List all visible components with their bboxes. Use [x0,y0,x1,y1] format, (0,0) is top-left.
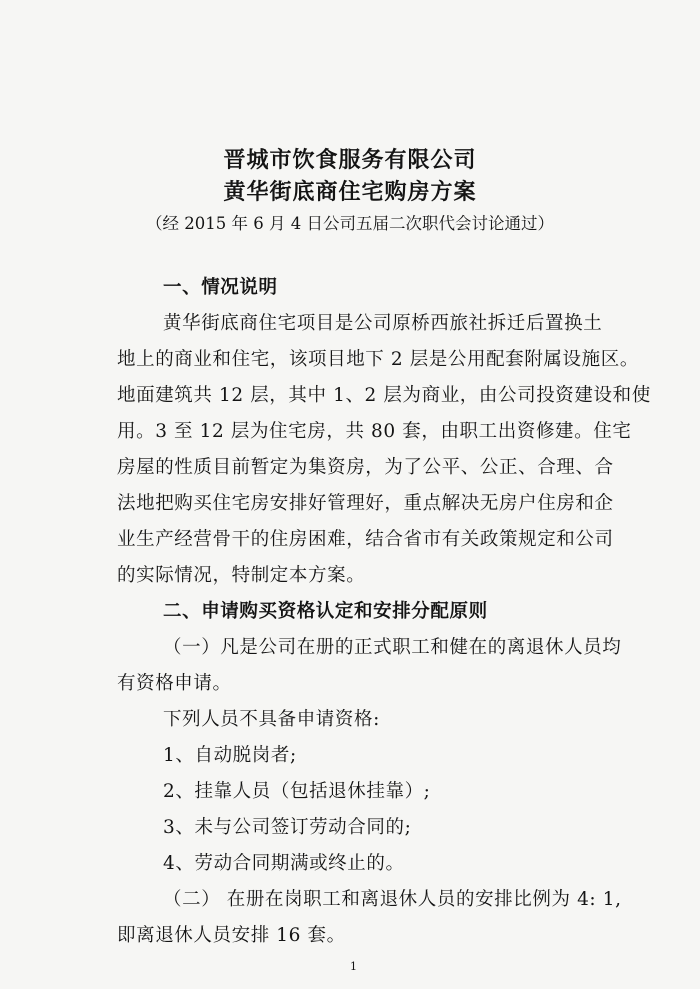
section2-heading: 二、申请购买资格认定和安排分配原则 [163,601,488,622]
paragraph-line: 房屋的性质目前暂定为集资房，为了公平、公正、合理、合 [117,457,614,478]
paragraph-line: 业生产经营骨干的住房困难，结合省市有关政策规定和公司 [117,529,614,550]
document-title-line1: 晋城市饮食服务有限公司 [223,148,477,173]
ineligible-item: 1、自动脱岗者; [163,745,297,766]
document-title-line2: 黄华街底商住宅购房方案 [223,180,477,205]
clause1-line: 有资格申请。 [117,673,232,694]
clause2-line: 即离退休人员安排 16 套。 [117,925,346,946]
paragraph-line: 黄华街底商住宅项目是公司原桥西旅社拆迁后置换土 [163,313,603,334]
ineligible-item: 2、挂靠人员（包括退休挂靠）; [163,781,431,802]
ineligible-item: 3、未与公司签订劳动合同的; [163,817,412,838]
ineligible-intro: 下列人员不具备申请资格: [163,709,380,730]
ineligible-item: 4、劳动合同期满或终止的。 [163,853,405,874]
document-subtitle: （经 2015 年 6 月 4 日公司五届二次职代会讨论通过） [146,214,554,233]
page-number: 1 [350,960,357,973]
paragraph-line: 用。3 至 12 层为住宅房，共 80 套，由职工出资修建。住宅 [117,421,632,442]
clause1-line: （一）凡是公司在册的正式职工和健在的离退休人员均 [163,637,622,658]
paragraph-line: 法地把购买住宅房安排好管理好，重点解决无房户住房和企 [117,493,614,514]
paragraph-line: 地面建筑共 12 层，其中 1、2 层为商业，由公司投资建设和使 [117,385,651,406]
section1-heading: 一、情况说明 [163,277,278,298]
paragraph-line: 的实际情况，特制定本方案。 [117,565,366,586]
paragraph-line: 地上的商业和住宅，该项目地下 2 层是公用配套附属设施区。 [117,349,639,370]
clause2-line: （二） 在册在岗职工和离退休人员的安排比例为 4: 1, [163,889,622,910]
